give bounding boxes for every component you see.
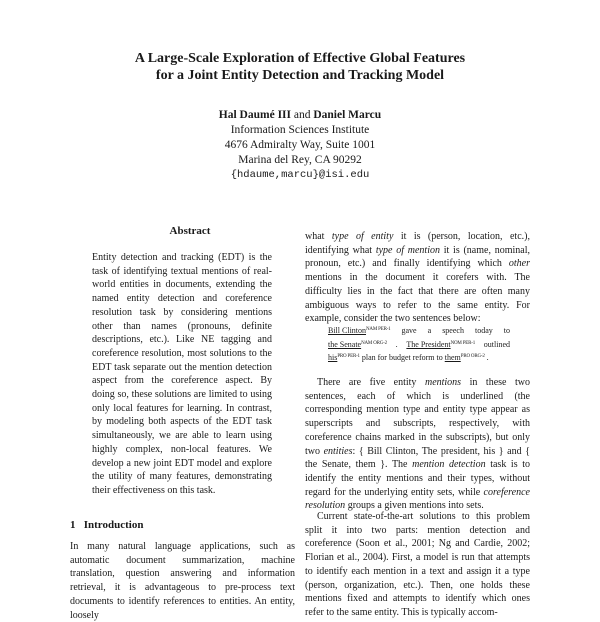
section-heading-introduction (70, 519, 143, 531)
abstract-heading: Abstract (169, 225, 211, 237)
address-line-2: Marina del Rey, CA 90292 (238, 154, 362, 166)
author-names (100, 108, 500, 123)
author-block (100, 108, 500, 183)
paper-title-line-2: for a Joint Entity Detection and Tracking Model (155, 68, 445, 83)
section-title: Introduction (83, 519, 144, 531)
mention-them: them (444, 353, 461, 362)
example-sentences (328, 325, 510, 366)
annotation-the-president: NOM PER-1 (450, 340, 476, 346)
annotation-them: PRO ORG-2 (460, 354, 485, 359)
introduction-text: In many natural language applications, such as automatic document summarization, machine translation, question answering and information retrieval, it is advantageous to pre-process text documents to identify references to entities. An entity, loosely (70, 541, 295, 621)
right-paragraph-3: Current state-of-the-art solutions to this problem split it into two parts: mention detection and coreference (Soon et al., 2001; Ng and Cardie, 2002; Florian et al., 2004). First, a model is run that attempts to identify each mention in a text and assign it a type (person, organization, etc.). Then, one holds these mentions fixed and attempts to identify which ones refer to the same entity. This is typically accom- (305, 511, 530, 618)
right-paragraph-2: There are five entity mentions in these two sentences, each of which is underlined (the corresponding mention type and entity type appear as superscripts and subscripts, respectively, with coreference chains marked in the subscripts), but only two entities: { Bill Clinton, The president, his } and { the Senate, them }. The mention detection task is to identify the entity mentions and their types, without regard for the underlying entity sets, while coreference resolution groups a given mentions into sets. (305, 377, 530, 512)
author-conjunction: and (291, 109, 314, 121)
mention-the-senate: the Senate (328, 339, 362, 349)
example-line-1: Bill Clinton$^{NAM PER-1}$ gave a speech today to (328, 326, 510, 335)
abstract-text: Entity detection and tracking (EDT) is the task of identifying textual mentions of real-world entities in documents, extending the named entity detection and coreference resolution task by considering mentions other than names (pronouns, definite descriptions, etc.). Like NE tagging and coreference resolution, most solutions to the EDT task separate out the mention detection aspect from the coreference aspect. By doing so, these solutions are limited to using only local features for learning. In contrast, by modeling both aspects of the EDT task simultaneously, we are able to learn using highly complex, non-local features. We develop a new joint EDT model and explore the utility of many features, demonstrating their effectiveness on this task. (92, 252, 272, 496)
example-line-3: his$^{PRO PER-1}$ plan for budget reform to them$^{PRO ORG-2}$ . (328, 353, 489, 362)
author-email: {hdaume,marcu}@isi.edu (230, 169, 370, 181)
annotation-his: PRO PER-1 (337, 354, 360, 359)
author-1: Hal Daumé III (218, 109, 291, 121)
annotation-the-senate: NAM ORG-2 (361, 340, 387, 346)
affiliation: Information Sciences Institute (230, 124, 370, 136)
paper-title-line-1: A Large-Scale Exploration of Effective Global Features (134, 51, 466, 66)
example-line-2: the Senate$^{NAM ORG-2}$ . The President$^{NOM PER-1}$ outlined (328, 339, 510, 349)
section-number: 1 (70, 519, 76, 531)
mention-his: his (328, 353, 338, 362)
mention-the-president: The President (406, 339, 451, 349)
author-2: Daniel Marcu (313, 109, 382, 121)
mention-bill-clinton: Bill Clinton (328, 326, 367, 335)
annotation-bill-clinton: NAM PER-1 (366, 327, 391, 332)
address-line-1: 4676 Admiralty Way, Suite 1001 (224, 139, 376, 151)
right-paragraph-1: what type of entity it is (person, location, etc.), identifying what type of mention it is (name, nominal, pronoun, etc.) and finally identifying which other mentions in the document it corefers with. The difficulty lies in the fact that there are often many ambiguous ways to refer to the same entity. For example, consider the two sentences below: (305, 231, 530, 325)
